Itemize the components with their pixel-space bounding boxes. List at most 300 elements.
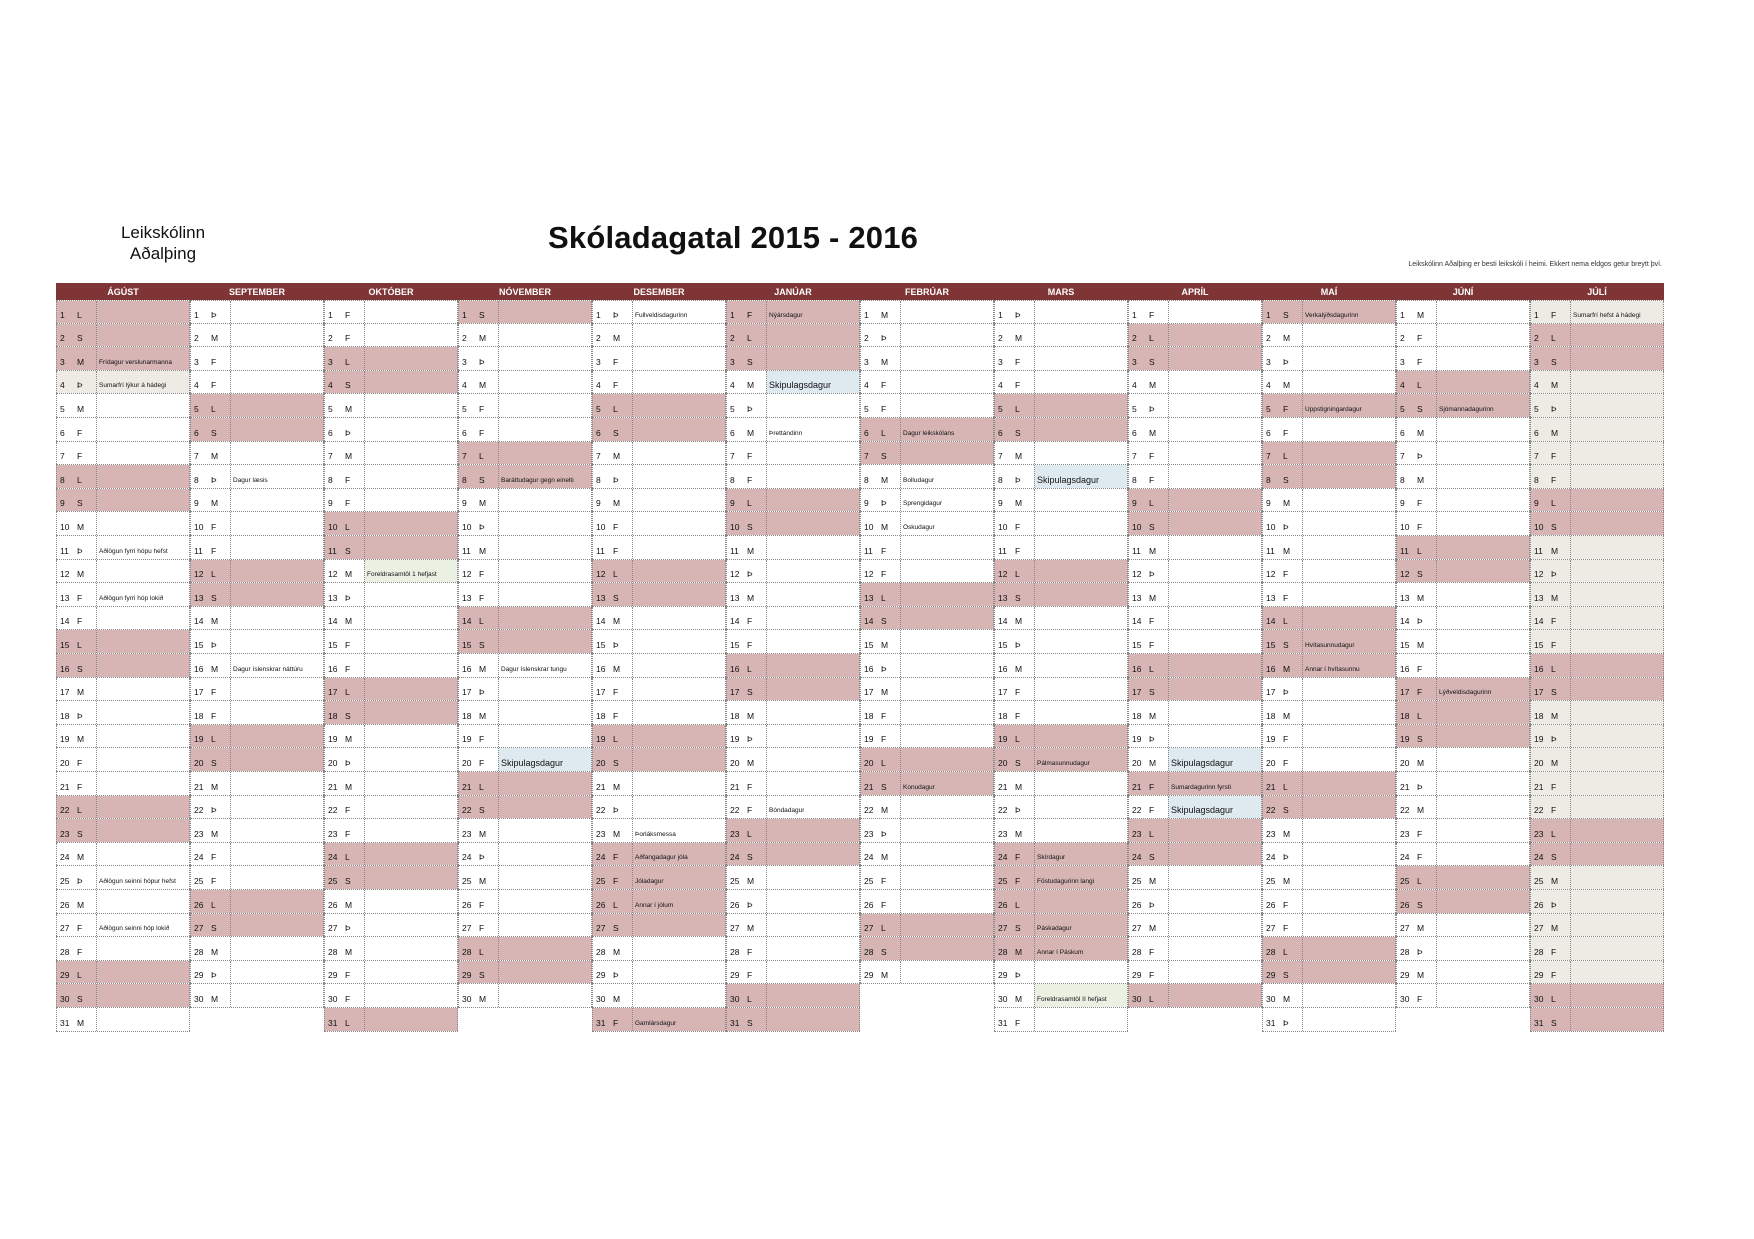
day-row xyxy=(1262,725,1396,749)
day-note-cell xyxy=(766,748,860,771)
day-row xyxy=(994,607,1128,631)
weekday-letter: F xyxy=(479,592,485,603)
weekday-letter: M xyxy=(77,403,85,414)
day-row xyxy=(592,630,726,654)
day-number: 26 xyxy=(864,899,874,910)
day-number-cell xyxy=(1262,796,1302,819)
day-number-cell xyxy=(592,489,632,512)
day-note-cell xyxy=(1168,654,1262,677)
day-number-cell xyxy=(1530,630,1570,653)
day-number: 20 xyxy=(194,757,204,768)
day-note-cell xyxy=(96,583,190,606)
month-column xyxy=(1262,283,1396,1034)
day-number-cell xyxy=(592,937,632,960)
day-number-cell xyxy=(190,394,230,417)
weekday-letter: Þ xyxy=(211,970,217,981)
day-row xyxy=(1128,324,1262,348)
event-label: Sjómannadagurinn xyxy=(1439,405,1494,413)
weekday-letter: M xyxy=(479,663,487,674)
day-row xyxy=(994,300,1128,324)
day-row xyxy=(592,489,726,513)
weekday-letter: M xyxy=(1417,427,1425,438)
day-number-cell xyxy=(324,583,364,606)
weekday-letter: M xyxy=(1283,663,1291,674)
event-label: Bolludagur xyxy=(903,476,935,484)
day-number: 7 xyxy=(60,451,65,462)
day-number: 3 xyxy=(730,356,735,367)
day-number-cell xyxy=(1396,560,1436,583)
day-note-cell xyxy=(96,512,190,535)
day-row xyxy=(860,324,994,348)
weekday-letter: L xyxy=(1283,451,1288,462)
day-number: 17 xyxy=(596,687,606,698)
event-label: Skipulagsdagur xyxy=(769,380,832,391)
weekday-letter: S xyxy=(77,333,83,344)
day-row xyxy=(1128,442,1262,466)
weekday-letter: M xyxy=(613,663,621,674)
day-number-cell xyxy=(1396,607,1436,630)
day-row xyxy=(458,371,592,395)
day-row xyxy=(1128,937,1262,961)
weekday-letter: S xyxy=(1015,757,1021,768)
day-number-cell xyxy=(994,701,1034,724)
day-number-cell xyxy=(1396,961,1436,984)
day-note-cell xyxy=(1168,394,1262,417)
weekday-letter: L xyxy=(211,569,216,580)
day-row xyxy=(190,489,324,513)
day-row xyxy=(592,607,726,631)
weekday-letter: M xyxy=(1015,333,1023,344)
day-row xyxy=(592,678,726,702)
day-number: 18 xyxy=(1400,710,1410,721)
day-number: 4 xyxy=(462,380,467,391)
day-number: 1 xyxy=(1266,309,1271,320)
day-number: 12 xyxy=(60,569,70,580)
day-number-cell xyxy=(1530,536,1570,559)
month-header: FEBRÚAR xyxy=(860,283,994,300)
day-number: 18 xyxy=(328,710,338,721)
day-note-cell xyxy=(1436,489,1530,512)
weekday-letter: S xyxy=(1283,474,1289,485)
weekday-letter: F xyxy=(211,521,217,532)
day-number-cell xyxy=(860,607,900,630)
day-number: 16 xyxy=(730,663,740,674)
day-number: 5 xyxy=(1400,403,1405,414)
day-number-cell xyxy=(726,536,766,559)
weekday-letter: S xyxy=(1283,309,1289,320)
day-note-cell xyxy=(1570,301,1664,323)
weekday-letter: F xyxy=(1551,474,1557,485)
day-number: 17 xyxy=(864,687,874,698)
weekday-letter: F xyxy=(1015,1017,1021,1028)
day-number: 11 xyxy=(596,545,605,556)
day-number-cell xyxy=(726,489,766,512)
day-number-cell xyxy=(1128,536,1168,559)
weekday-letter: Þ xyxy=(77,545,83,556)
weekday-letter: Þ xyxy=(747,734,753,745)
day-row xyxy=(190,607,324,631)
weekday-letter: F xyxy=(211,545,217,556)
day-note-cell xyxy=(900,583,994,606)
day-row xyxy=(56,347,190,371)
day-number-cell xyxy=(458,725,498,748)
day-number: 5 xyxy=(1132,403,1137,414)
day-row xyxy=(860,678,994,702)
day-number: 6 xyxy=(1400,427,1405,438)
day-row xyxy=(190,725,324,749)
day-number: 29 xyxy=(194,970,204,981)
day-row xyxy=(1530,914,1664,938)
weekday-letter: F xyxy=(1149,616,1155,627)
day-number: 30 xyxy=(194,993,204,1004)
day-row xyxy=(324,914,458,938)
day-row xyxy=(56,772,190,796)
day-number: 12 xyxy=(1132,569,1142,580)
day-number-cell xyxy=(1128,890,1168,913)
day-row xyxy=(1530,324,1664,348)
day-note-cell xyxy=(1034,890,1128,913)
day-number: 21 xyxy=(462,781,472,792)
day-note-cell xyxy=(498,489,592,512)
day-note-cell xyxy=(1570,654,1664,677)
day-number-cell xyxy=(726,678,766,701)
weekday-letter: L xyxy=(613,734,618,745)
day-number-cell xyxy=(994,748,1034,771)
day-number-cell xyxy=(1262,607,1302,630)
day-row xyxy=(726,725,860,749)
day-number-cell xyxy=(1530,583,1570,606)
day-note-cell xyxy=(364,442,458,465)
day-number: 4 xyxy=(730,380,735,391)
day-note-cell xyxy=(1168,347,1262,370)
day-row xyxy=(56,725,190,749)
day-note-cell xyxy=(1302,678,1396,701)
day-row xyxy=(1262,701,1396,725)
day-number-cell xyxy=(994,442,1034,465)
day-number: 8 xyxy=(462,474,467,485)
day-note-cell xyxy=(1034,465,1128,488)
day-number-cell xyxy=(458,418,498,441)
event-label: Foreldrasamtöl 1 hefjast xyxy=(367,571,437,579)
day-number-cell xyxy=(1128,654,1168,677)
day-note-cell xyxy=(96,984,190,1007)
day-row xyxy=(1530,890,1664,914)
day-row xyxy=(592,866,726,890)
day-number: 25 xyxy=(864,875,874,886)
day-number-cell xyxy=(860,843,900,866)
day-note-cell xyxy=(766,937,860,960)
day-number: 2 xyxy=(1266,333,1271,344)
day-note-cell xyxy=(900,819,994,842)
day-row xyxy=(994,914,1128,938)
weekday-letter: S xyxy=(345,380,351,391)
day-number: 19 xyxy=(1132,734,1142,745)
day-number: 20 xyxy=(1132,757,1142,768)
day-number-cell xyxy=(994,819,1034,842)
day-number: 28 xyxy=(194,946,204,957)
weekday-letter: M xyxy=(613,946,621,957)
weekday-letter: F xyxy=(881,734,887,745)
day-number-cell xyxy=(592,748,632,771)
weekday-letter: Þ xyxy=(479,687,485,698)
weekday-letter: M xyxy=(881,970,889,981)
day-number: 24 xyxy=(1400,852,1410,863)
day-note-cell xyxy=(766,914,860,937)
day-number-cell xyxy=(1530,701,1570,724)
weekday-letter: L xyxy=(881,757,886,768)
day-number: 15 xyxy=(730,639,740,650)
weekday-letter: F xyxy=(613,710,619,721)
day-number: 12 xyxy=(730,569,740,580)
day-number: 14 xyxy=(328,616,338,627)
weekday-letter: M xyxy=(1417,309,1425,320)
day-row xyxy=(324,937,458,961)
day-number-cell xyxy=(860,371,900,394)
day-number-cell xyxy=(1530,866,1570,889)
day-row xyxy=(994,701,1128,725)
day-number: 30 xyxy=(1132,993,1142,1004)
day-row xyxy=(860,654,994,678)
day-number-cell xyxy=(994,394,1034,417)
day-number-cell xyxy=(1530,819,1570,842)
day-number: 31 xyxy=(596,1017,606,1028)
day-row xyxy=(860,630,994,654)
weekday-letter: M xyxy=(1417,757,1425,768)
day-number: 2 xyxy=(194,333,199,344)
day-number: 27 xyxy=(1132,923,1142,934)
weekday-letter: M xyxy=(345,451,353,462)
day-row xyxy=(994,984,1128,1008)
weekday-letter: M xyxy=(1015,993,1023,1004)
day-number: 8 xyxy=(864,474,869,485)
day-number: 24 xyxy=(1266,852,1276,863)
day-row xyxy=(1128,843,1262,867)
day-note-cell xyxy=(230,937,324,960)
day-row xyxy=(1128,819,1262,843)
day-note-cell xyxy=(498,394,592,417)
weekday-letter: M xyxy=(479,498,487,509)
day-number-cell xyxy=(56,442,96,465)
day-row xyxy=(1396,796,1530,820)
day-row xyxy=(592,583,726,607)
day-row xyxy=(56,843,190,867)
event-label: Sprengidagur xyxy=(903,500,943,508)
month-column xyxy=(56,283,190,1034)
day-number: 21 xyxy=(1266,781,1276,792)
day-note-cell xyxy=(498,748,592,771)
weekday-letter: L xyxy=(77,309,82,320)
day-number-cell xyxy=(1128,914,1168,937)
month-column xyxy=(1128,283,1262,1034)
day-number-cell xyxy=(458,512,498,535)
day-row xyxy=(726,607,860,631)
weekday-letter: Þ xyxy=(1283,1017,1289,1028)
day-row xyxy=(56,607,190,631)
day-row xyxy=(726,984,860,1008)
event-label: Dagur íslenskrar tungu xyxy=(501,665,567,673)
day-number: 3 xyxy=(1400,356,1405,367)
day-number-cell xyxy=(726,748,766,771)
day-number: 7 xyxy=(596,451,601,462)
day-note-cell xyxy=(1168,371,1262,394)
day-row xyxy=(458,418,592,442)
day-number-cell xyxy=(56,630,96,653)
weekday-letter: L xyxy=(747,498,752,509)
day-number: 19 xyxy=(1534,734,1544,745)
day-number: 19 xyxy=(864,734,874,745)
day-number-cell xyxy=(56,394,96,417)
day-row xyxy=(1530,772,1664,796)
day-number: 2 xyxy=(730,333,735,344)
event-label: Pálmasunnudagur xyxy=(1037,759,1090,767)
weekday-letter: L xyxy=(479,451,484,462)
day-note-cell xyxy=(766,725,860,748)
day-note-cell xyxy=(632,465,726,488)
weekday-letter: M xyxy=(613,993,621,1004)
day-number-cell xyxy=(1530,347,1570,370)
day-row xyxy=(458,560,592,584)
weekday-letter: S xyxy=(613,757,619,768)
weekday-letter: Þ xyxy=(77,380,83,391)
day-note-cell xyxy=(1168,984,1262,1007)
day-row xyxy=(592,772,726,796)
day-note-cell xyxy=(1034,607,1128,630)
weekday-letter: S xyxy=(1417,403,1423,414)
day-number-cell xyxy=(994,654,1034,677)
weekday-letter: F xyxy=(747,309,753,320)
weekday-letter: M xyxy=(613,616,621,627)
day-note-cell xyxy=(1302,984,1396,1007)
day-number-cell xyxy=(726,725,766,748)
day-number: 1 xyxy=(998,309,1003,320)
day-note-cell xyxy=(900,725,994,748)
weekday-letter: L xyxy=(1417,545,1422,556)
day-note-cell xyxy=(766,465,860,488)
weekday-letter: F xyxy=(1015,687,1021,698)
day-number-cell xyxy=(994,914,1034,937)
day-note-cell xyxy=(632,630,726,653)
day-number-cell xyxy=(726,843,766,866)
day-row xyxy=(1128,465,1262,489)
weekday-letter: F xyxy=(1149,946,1155,957)
day-number: 9 xyxy=(1266,498,1271,509)
weekday-letter: S xyxy=(77,498,83,509)
day-row xyxy=(190,560,324,584)
day-note-cell xyxy=(1034,442,1128,465)
weekday-letter: F xyxy=(747,805,753,816)
day-row xyxy=(56,961,190,985)
day-number: 16 xyxy=(596,663,606,674)
day-note-cell xyxy=(96,890,190,913)
day-number: 21 xyxy=(60,781,70,792)
day-number-cell xyxy=(56,772,96,795)
day-number: 27 xyxy=(998,923,1008,934)
day-note-cell xyxy=(632,301,726,323)
day-number: 13 xyxy=(1132,592,1142,603)
weekday-letter: F xyxy=(1149,781,1155,792)
day-note-cell xyxy=(1436,324,1530,347)
day-number-cell xyxy=(324,371,364,394)
day-row xyxy=(458,300,592,324)
weekday-letter: L xyxy=(211,403,216,414)
day-number-cell xyxy=(860,347,900,370)
day-row xyxy=(324,701,458,725)
weekday-letter: F xyxy=(1417,521,1423,532)
month-header: MAÍ xyxy=(1262,283,1396,300)
day-row xyxy=(1128,607,1262,631)
day-number: 8 xyxy=(194,474,199,485)
day-row xyxy=(190,961,324,985)
day-row xyxy=(190,984,324,1008)
weekday-letter: F xyxy=(211,852,217,863)
day-number-cell xyxy=(1530,607,1570,630)
day-note-cell xyxy=(1436,536,1530,559)
weekday-letter: F xyxy=(1015,521,1021,532)
weekday-letter: L xyxy=(747,993,752,1004)
day-number-cell xyxy=(592,465,632,488)
day-note-cell xyxy=(1570,512,1664,535)
day-note-cell xyxy=(1034,725,1128,748)
day-number-cell xyxy=(1128,748,1168,771)
day-note-cell xyxy=(96,560,190,583)
day-row xyxy=(190,418,324,442)
day-number: 7 xyxy=(1400,451,1405,462)
day-number-cell xyxy=(860,890,900,913)
day-number: 17 xyxy=(60,687,70,698)
day-number: 3 xyxy=(1132,356,1137,367)
day-row xyxy=(1396,890,1530,914)
weekday-letter: Þ xyxy=(1149,734,1155,745)
day-note-cell xyxy=(900,772,994,795)
day-number: 21 xyxy=(730,781,740,792)
day-number: 18 xyxy=(1266,710,1276,721)
day-number: 30 xyxy=(1400,993,1410,1004)
day-note-cell xyxy=(498,678,592,701)
day-row xyxy=(726,583,860,607)
day-row xyxy=(1530,748,1664,772)
day-number: 15 xyxy=(1266,639,1276,650)
day-number: 10 xyxy=(194,521,204,532)
weekday-letter: F xyxy=(1015,875,1021,886)
day-number-cell xyxy=(1396,442,1436,465)
day-note-cell xyxy=(498,890,592,913)
day-note-cell xyxy=(1436,819,1530,842)
day-number: 31 xyxy=(1266,1017,1276,1028)
day-number: 10 xyxy=(596,521,606,532)
day-note-cell xyxy=(230,961,324,984)
weekday-letter: M xyxy=(1149,427,1157,438)
day-number: 26 xyxy=(1266,899,1276,910)
day-number: 11 xyxy=(60,545,69,556)
day-number-cell xyxy=(190,607,230,630)
day-note-cell xyxy=(632,890,726,913)
weekday-letter: M xyxy=(613,828,621,839)
day-row xyxy=(1530,418,1664,442)
day-row xyxy=(1396,654,1530,678)
weekday-letter: F xyxy=(1283,403,1289,414)
day-row xyxy=(1530,654,1664,678)
day-note-cell xyxy=(230,394,324,417)
day-number: 11 xyxy=(194,545,203,556)
day-note-cell xyxy=(498,442,592,465)
day-number-cell xyxy=(190,843,230,866)
day-row xyxy=(994,796,1128,820)
day-note-cell xyxy=(632,583,726,606)
day-number: 13 xyxy=(194,592,204,603)
day-note-cell xyxy=(364,866,458,889)
month-column xyxy=(458,283,592,1034)
weekday-letter: M xyxy=(1417,592,1425,603)
